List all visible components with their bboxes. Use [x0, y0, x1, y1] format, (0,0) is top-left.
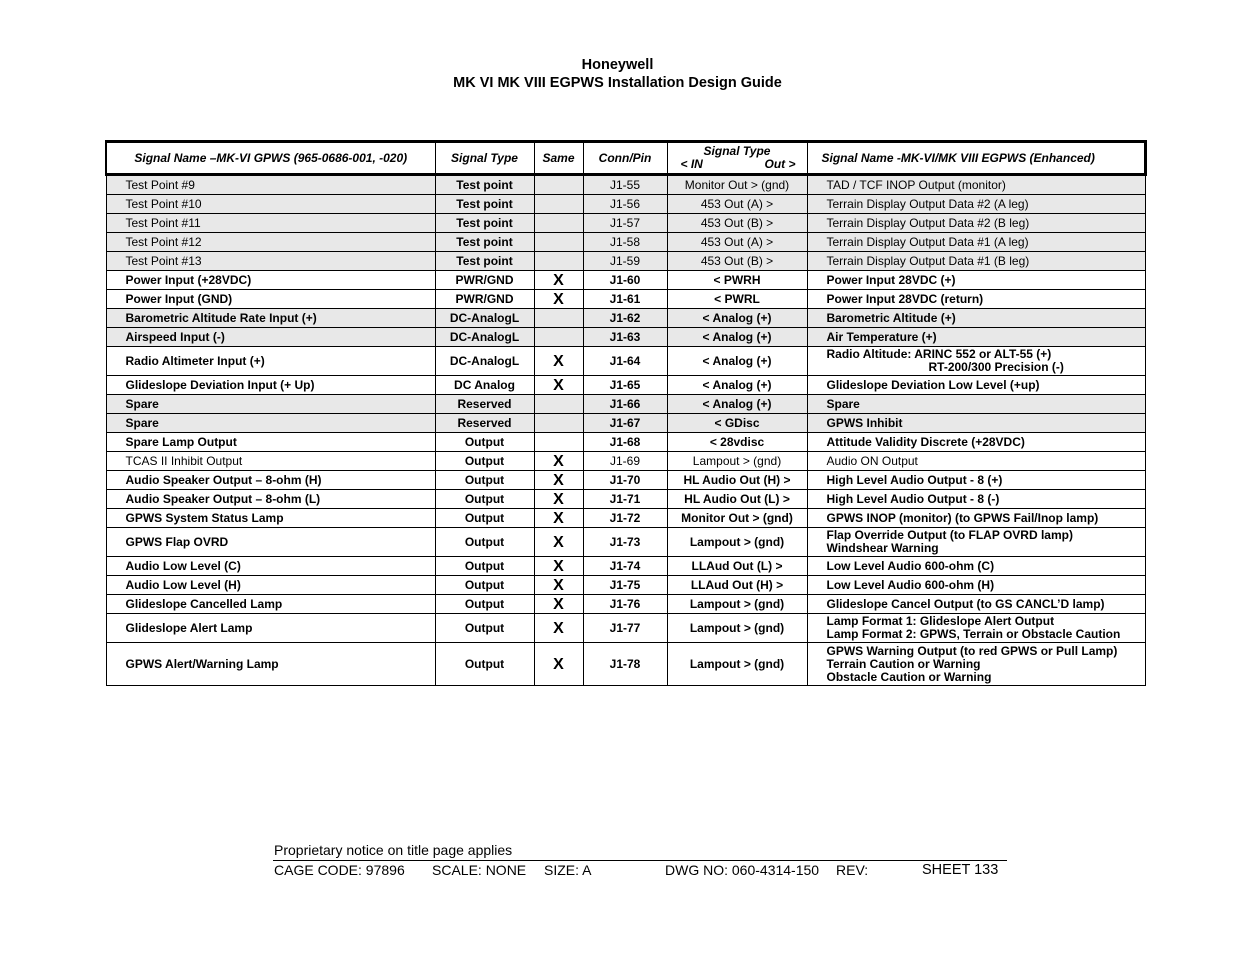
enhanced-signal-name-cell [807, 328, 1145, 347]
enhanced-signal-line: Power Input 28VDC (+) [826, 272, 956, 287]
mk6-signal-name-cell: Audio Low Level (C) [106, 557, 435, 576]
same-mark-cell [534, 309, 583, 328]
mk6-signal-name-cell: Audio Speaker Output – 8-ohm (L) [106, 490, 435, 509]
table-row [106, 433, 1145, 452]
same-mark-cell [534, 433, 583, 452]
enhanced-signal-line: Attitude Validity Discrete (+28VDC) [826, 434, 1025, 449]
same-mark-cell [534, 233, 583, 252]
enhanced-signal-line: RT-200/300 Precision (-) [928, 360, 1064, 374]
mk6-signal-name-cell: Barometric Altitude Rate Input (+) [106, 309, 435, 328]
same-mark-cell [534, 214, 583, 233]
signal-type-cell: DC-AnalogL [435, 328, 534, 347]
signal-direction-cell: 453 Out (A) > [667, 195, 807, 214]
table-row [106, 557, 1145, 576]
signal-type-cell: PWR/GND [435, 271, 534, 290]
signal-direction-cell: < Analog (+) [667, 328, 807, 347]
mk6-signal-name-cell: Airspeed Input (-) [106, 328, 435, 347]
enhanced-signal-name-cell [807, 252, 1145, 271]
enhanced-signal-line: TAD / TCF INOP Output (monitor) [826, 177, 1006, 192]
signal-direction-cell: HL Audio Out (H) > [667, 471, 807, 490]
signal-direction-cell: < PWRL [667, 290, 807, 309]
enhanced-signal-name-cell [807, 643, 1145, 686]
enhanced-signal-line: Air Temperature (+) [826, 329, 937, 344]
cage-code: CAGE CODE: 97896 [274, 862, 405, 878]
mk6-signal-name-cell: GPWS System Status Lamp [106, 509, 435, 528]
same-mark-cell [534, 414, 583, 433]
conn-pin-cell: J1-77 [583, 614, 667, 643]
same-mark-cell [534, 395, 583, 414]
mk6-signal-name-cell: Test Point #9 [106, 175, 435, 195]
signal-type-cell: DC-AnalogL [435, 347, 534, 376]
table-row [106, 509, 1145, 528]
signal-direction-cell: 453 Out (B) > [667, 214, 807, 233]
signal-direction-cell: Monitor Out > (gnd) [667, 509, 807, 528]
enhanced-signal-line: GPWS Inhibit [826, 415, 903, 430]
proprietary-notice: Proprietary notice on title page applies [274, 842, 513, 858]
enhanced-signal-name-cell [807, 471, 1145, 490]
table-row [106, 309, 1145, 328]
conn-pin-cell: J1-65 [583, 376, 667, 395]
conn-pin-cell: J1-71 [583, 490, 667, 509]
col-header-signal-direction-title: Signal Type [703, 144, 771, 158]
signal-type-cell: Output [435, 576, 534, 595]
signal-direction-cell: Lampout > (gnd) [667, 643, 807, 686]
enhanced-signal-line: Spare [826, 396, 860, 411]
enhanced-signal-name-cell [807, 233, 1145, 252]
conn-pin-cell: J1-64 [583, 347, 667, 376]
table-row [106, 595, 1145, 614]
conn-pin-cell: J1-66 [583, 395, 667, 414]
conn-pin-cell: J1-76 [583, 595, 667, 614]
enhanced-signal-name-cell [807, 490, 1145, 509]
conn-pin-cell: J1-74 [583, 557, 667, 576]
enhanced-signal-name-cell [807, 576, 1145, 595]
table-row [106, 175, 1145, 195]
signal-direction-cell: Lampout > (gnd) [667, 614, 807, 643]
conn-pin-cell: J1-70 [583, 471, 667, 490]
conn-pin-cell: J1-61 [583, 290, 667, 309]
signal-type-cell: PWR/GND [435, 290, 534, 309]
conn-pin-cell: J1-59 [583, 252, 667, 271]
conn-pin-cell: J1-73 [583, 528, 667, 557]
size: SIZE: A [544, 862, 592, 878]
signal-type-cell: Output [435, 643, 534, 686]
table-row [106, 252, 1145, 271]
enhanced-signal-line: Terrain Display Output Data #2 (A leg) [826, 196, 1029, 211]
enhanced-signal-name-cell [807, 528, 1145, 557]
conn-pin-cell: J1-68 [583, 433, 667, 452]
signal-direction-cell: LLAud Out (L) > [667, 557, 807, 576]
signal-type-cell: Output [435, 595, 534, 614]
enhanced-signal-line: Glideslope Deviation Low Level (+up) [826, 377, 1040, 392]
mk6-signal-name-cell: GPWS Flap OVRD [106, 528, 435, 557]
enhanced-signal-line: Obstacle Caution or Warning [826, 669, 992, 684]
enhanced-signal-name-cell [807, 614, 1145, 643]
signal-direction-cell: < Analog (+) [667, 395, 807, 414]
enhanced-signal-line: High Level Audio Output - 8 (+) [826, 472, 1003, 487]
conn-pin-cell: J1-75 [583, 576, 667, 595]
table-row [106, 347, 1145, 376]
col-header-signal-type: Signal Type [435, 142, 534, 175]
mk6-signal-name-cell: Audio Low Level (H) [106, 576, 435, 595]
signal-direction-cell: < Analog (+) [667, 376, 807, 395]
conn-pin-cell: J1-58 [583, 233, 667, 252]
same-mark-cell: X [534, 509, 583, 528]
col-header-conn-pin: Conn/Pin [583, 142, 667, 175]
mk6-signal-name-cell: Test Point #13 [106, 252, 435, 271]
signal-direction-cell: 453 Out (A) > [667, 233, 807, 252]
table-row [106, 576, 1145, 595]
conn-pin-cell: J1-69 [583, 452, 667, 471]
mk6-signal-name-cell: Spare [106, 395, 435, 414]
enhanced-signal-line: Low Level Audio 600-ohm (H) [826, 577, 995, 592]
signal-direction-cell: < 28vdisc [667, 433, 807, 452]
scale: SCALE: NONE [432, 862, 527, 878]
mk6-signal-name-cell: Radio Altimeter Input (+) [106, 347, 435, 376]
same-mark-cell: X [534, 471, 583, 490]
table-row [106, 528, 1145, 557]
table-row [106, 395, 1145, 414]
enhanced-signal-name-cell [807, 395, 1145, 414]
enhanced-signal-name-cell [807, 509, 1145, 528]
conn-pin-cell: J1-63 [583, 328, 667, 347]
drawing-number: DWG NO: 060-4314-150 [665, 862, 820, 878]
signal-type-cell: Output [435, 557, 534, 576]
conn-pin-cell: J1-56 [583, 195, 667, 214]
signal-type-cell: Output [435, 490, 534, 509]
mk6-signal-name-cell: Spare [106, 414, 435, 433]
signal-direction-cell: Monitor Out > (gnd) [667, 175, 807, 195]
enhanced-signal-name-cell [807, 214, 1145, 233]
signal-type-cell: Test point [435, 214, 534, 233]
conn-pin-cell: J1-67 [583, 414, 667, 433]
conn-pin-cell: J1-78 [583, 643, 667, 686]
signal-table [105, 140, 1147, 686]
table-row [106, 614, 1145, 643]
same-mark-cell [534, 175, 583, 195]
same-mark-cell: X [534, 347, 583, 376]
enhanced-signal-line: Glideslope Cancel Output (to GS CANCL’D lamp) [826, 596, 1105, 611]
signal-type-cell: DC-AnalogL [435, 309, 534, 328]
signal-direction-cell: HL Audio Out (L) > [667, 490, 807, 509]
signal-direction-cell: < PWRH [667, 271, 807, 290]
enhanced-signal-name-cell [807, 271, 1145, 290]
signal-type-cell: Output [435, 471, 534, 490]
table-row [106, 328, 1145, 347]
enhanced-signal-name-cell [807, 195, 1145, 214]
same-mark-cell: X [534, 528, 583, 557]
enhanced-signal-name-cell [807, 452, 1145, 471]
same-mark-cell: X [534, 614, 583, 643]
signal-type-cell: Test point [435, 195, 534, 214]
col-header-mk6-signal-name: Signal Name –MK-VI GPWS (965-0686-001, -020) [106, 142, 435, 175]
enhanced-signal-line: Radio Altitude: ARINC 552 or ALT-55 (+) [826, 347, 1052, 361]
enhanced-signal-line: Audio ON Output [826, 453, 918, 468]
enhanced-signal-name-cell [807, 347, 1145, 376]
table-row [106, 290, 1145, 309]
same-mark-cell: X [534, 643, 583, 686]
same-mark-cell [534, 195, 583, 214]
signal-type-cell: Output [435, 509, 534, 528]
same-mark-cell: X [534, 290, 583, 309]
document-title: MK VI MK VIII EGPWS Installation Design Guide [453, 75, 782, 91]
signal-direction-cell: 453 Out (B) > [667, 252, 807, 271]
enhanced-signal-line: Windshear Warning [826, 541, 939, 555]
conn-pin-cell: J1-60 [583, 271, 667, 290]
mk6-signal-name-cell: Test Point #10 [106, 195, 435, 214]
signal-type-cell: Test point [435, 175, 534, 195]
conn-pin-cell: J1-57 [583, 214, 667, 233]
mk6-signal-name-cell: Power Input (+28VDC) [106, 271, 435, 290]
signal-type-cell: Reserved [435, 395, 534, 414]
enhanced-signal-line: Terrain Caution or Warning [826, 656, 981, 671]
enhanced-signal-line: Terrain Display Output Data #2 (B leg) [826, 215, 1030, 230]
col-header-same: Same [534, 142, 583, 175]
signal-direction-cell: Lampout > (gnd) [667, 595, 807, 614]
enhanced-signal-name-cell [807, 175, 1145, 195]
mk6-signal-name-cell: Test Point #12 [106, 233, 435, 252]
table-row [106, 233, 1145, 252]
table-row [106, 452, 1145, 471]
table-row [106, 271, 1145, 290]
enhanced-signal-line: Flap Override Output (to FLAP OVRD lamp) [826, 528, 1073, 542]
enhanced-signal-line: Power Input 28VDC (return) [826, 291, 984, 306]
enhanced-signal-name-cell [807, 595, 1145, 614]
table-row [106, 414, 1145, 433]
same-mark-cell: X [534, 595, 583, 614]
mk6-signal-name-cell: Test Point #11 [106, 214, 435, 233]
enhanced-signal-line: Lamp Format 2: GPWS, Terrain or Obstacle Caution [826, 627, 1121, 641]
same-mark-cell: X [534, 576, 583, 595]
signal-direction-cell: < GDisc [667, 414, 807, 433]
col-header-out-label: Out > [764, 157, 796, 171]
signal-direction-cell: < Analog (+) [667, 309, 807, 328]
conn-pin-cell: J1-62 [583, 309, 667, 328]
enhanced-signal-line: GPWS Warning Output (to red GPWS or Pull Lamp) [826, 643, 1118, 658]
revision: REV: [836, 862, 869, 878]
enhanced-signal-line: Barometric Altitude (+) [826, 310, 956, 325]
col-header-enhanced-signal-name: Signal Name -MK-VI/MK VIII EGPWS (Enhanced) [807, 142, 1145, 175]
signal-direction-cell: Lampout > (gnd) [667, 452, 807, 471]
col-header-in-label: < IN [680, 157, 703, 171]
same-mark-cell: X [534, 490, 583, 509]
col-header-signal-direction [667, 142, 807, 175]
same-mark-cell: X [534, 376, 583, 395]
table-row [106, 214, 1145, 233]
mk6-signal-name-cell: Glideslope Deviation Input (+ Up) [106, 376, 435, 395]
mk6-signal-name-cell: Glideslope Alert Lamp [106, 614, 435, 643]
enhanced-signal-line: High Level Audio Output - 8 (-) [826, 491, 1000, 506]
signal-direction-cell: LLAud Out (H) > [667, 576, 807, 595]
sheet-number: SHEET 133 [922, 862, 999, 878]
signal-type-cell: Output [435, 614, 534, 643]
table-row [106, 376, 1145, 395]
same-mark-cell [534, 252, 583, 271]
enhanced-signal-line: Lamp Format 1: Glideslope Alert Output [826, 614, 1055, 628]
enhanced-signal-line: GPWS INOP (monitor) (to GPWS Fail/Inop lamp) [826, 510, 1099, 525]
enhanced-signal-name-cell [807, 414, 1145, 433]
mk6-signal-name-cell: Audio Speaker Output – 8-ohm (H) [106, 471, 435, 490]
mk6-signal-name-cell: Glideslope Cancelled Lamp [106, 595, 435, 614]
enhanced-signal-name-cell [807, 376, 1145, 395]
mk6-signal-name-cell: TCAS II Inhibit Output [106, 452, 435, 471]
signal-type-cell: Output [435, 433, 534, 452]
same-mark-cell [534, 328, 583, 347]
enhanced-signal-name-cell [807, 290, 1145, 309]
same-mark-cell: X [534, 452, 583, 471]
signal-type-cell: Reserved [435, 414, 534, 433]
conn-pin-cell: J1-55 [583, 175, 667, 195]
mk6-signal-name-cell: GPWS Alert/Warning Lamp [106, 643, 435, 686]
enhanced-signal-line: Terrain Display Output Data #1 (B leg) [826, 253, 1030, 268]
signal-type-cell: Output [435, 452, 534, 471]
enhanced-signal-line: Terrain Display Output Data #1 (A leg) [826, 234, 1029, 249]
same-mark-cell: X [534, 271, 583, 290]
table-row [106, 195, 1145, 214]
signal-type-cell: DC Analog [435, 376, 534, 395]
enhanced-signal-name-cell [807, 309, 1145, 328]
signal-type-cell: Output [435, 528, 534, 557]
table-row [106, 471, 1145, 490]
enhanced-signal-name-cell [807, 557, 1145, 576]
enhanced-signal-name-cell [807, 433, 1145, 452]
footer-rule [273, 860, 1007, 861]
signal-type-cell: Test point [435, 252, 534, 271]
same-mark-cell: X [534, 557, 583, 576]
signal-type-cell: Test point [435, 233, 534, 252]
enhanced-signal-line: Low Level Audio 600-ohm (C) [826, 558, 995, 573]
conn-pin-cell: J1-72 [583, 509, 667, 528]
table-row [106, 490, 1145, 509]
signal-direction-cell: Lampout > (gnd) [667, 528, 807, 557]
mk6-signal-name-cell: Power Input (GND) [106, 290, 435, 309]
document-company: Honeywell [581, 57, 654, 73]
table-header-row [106, 142, 1145, 175]
table-row [106, 643, 1145, 686]
mk6-signal-name-cell: Spare Lamp Output [106, 433, 435, 452]
signal-direction-cell: < Analog (+) [667, 347, 807, 376]
